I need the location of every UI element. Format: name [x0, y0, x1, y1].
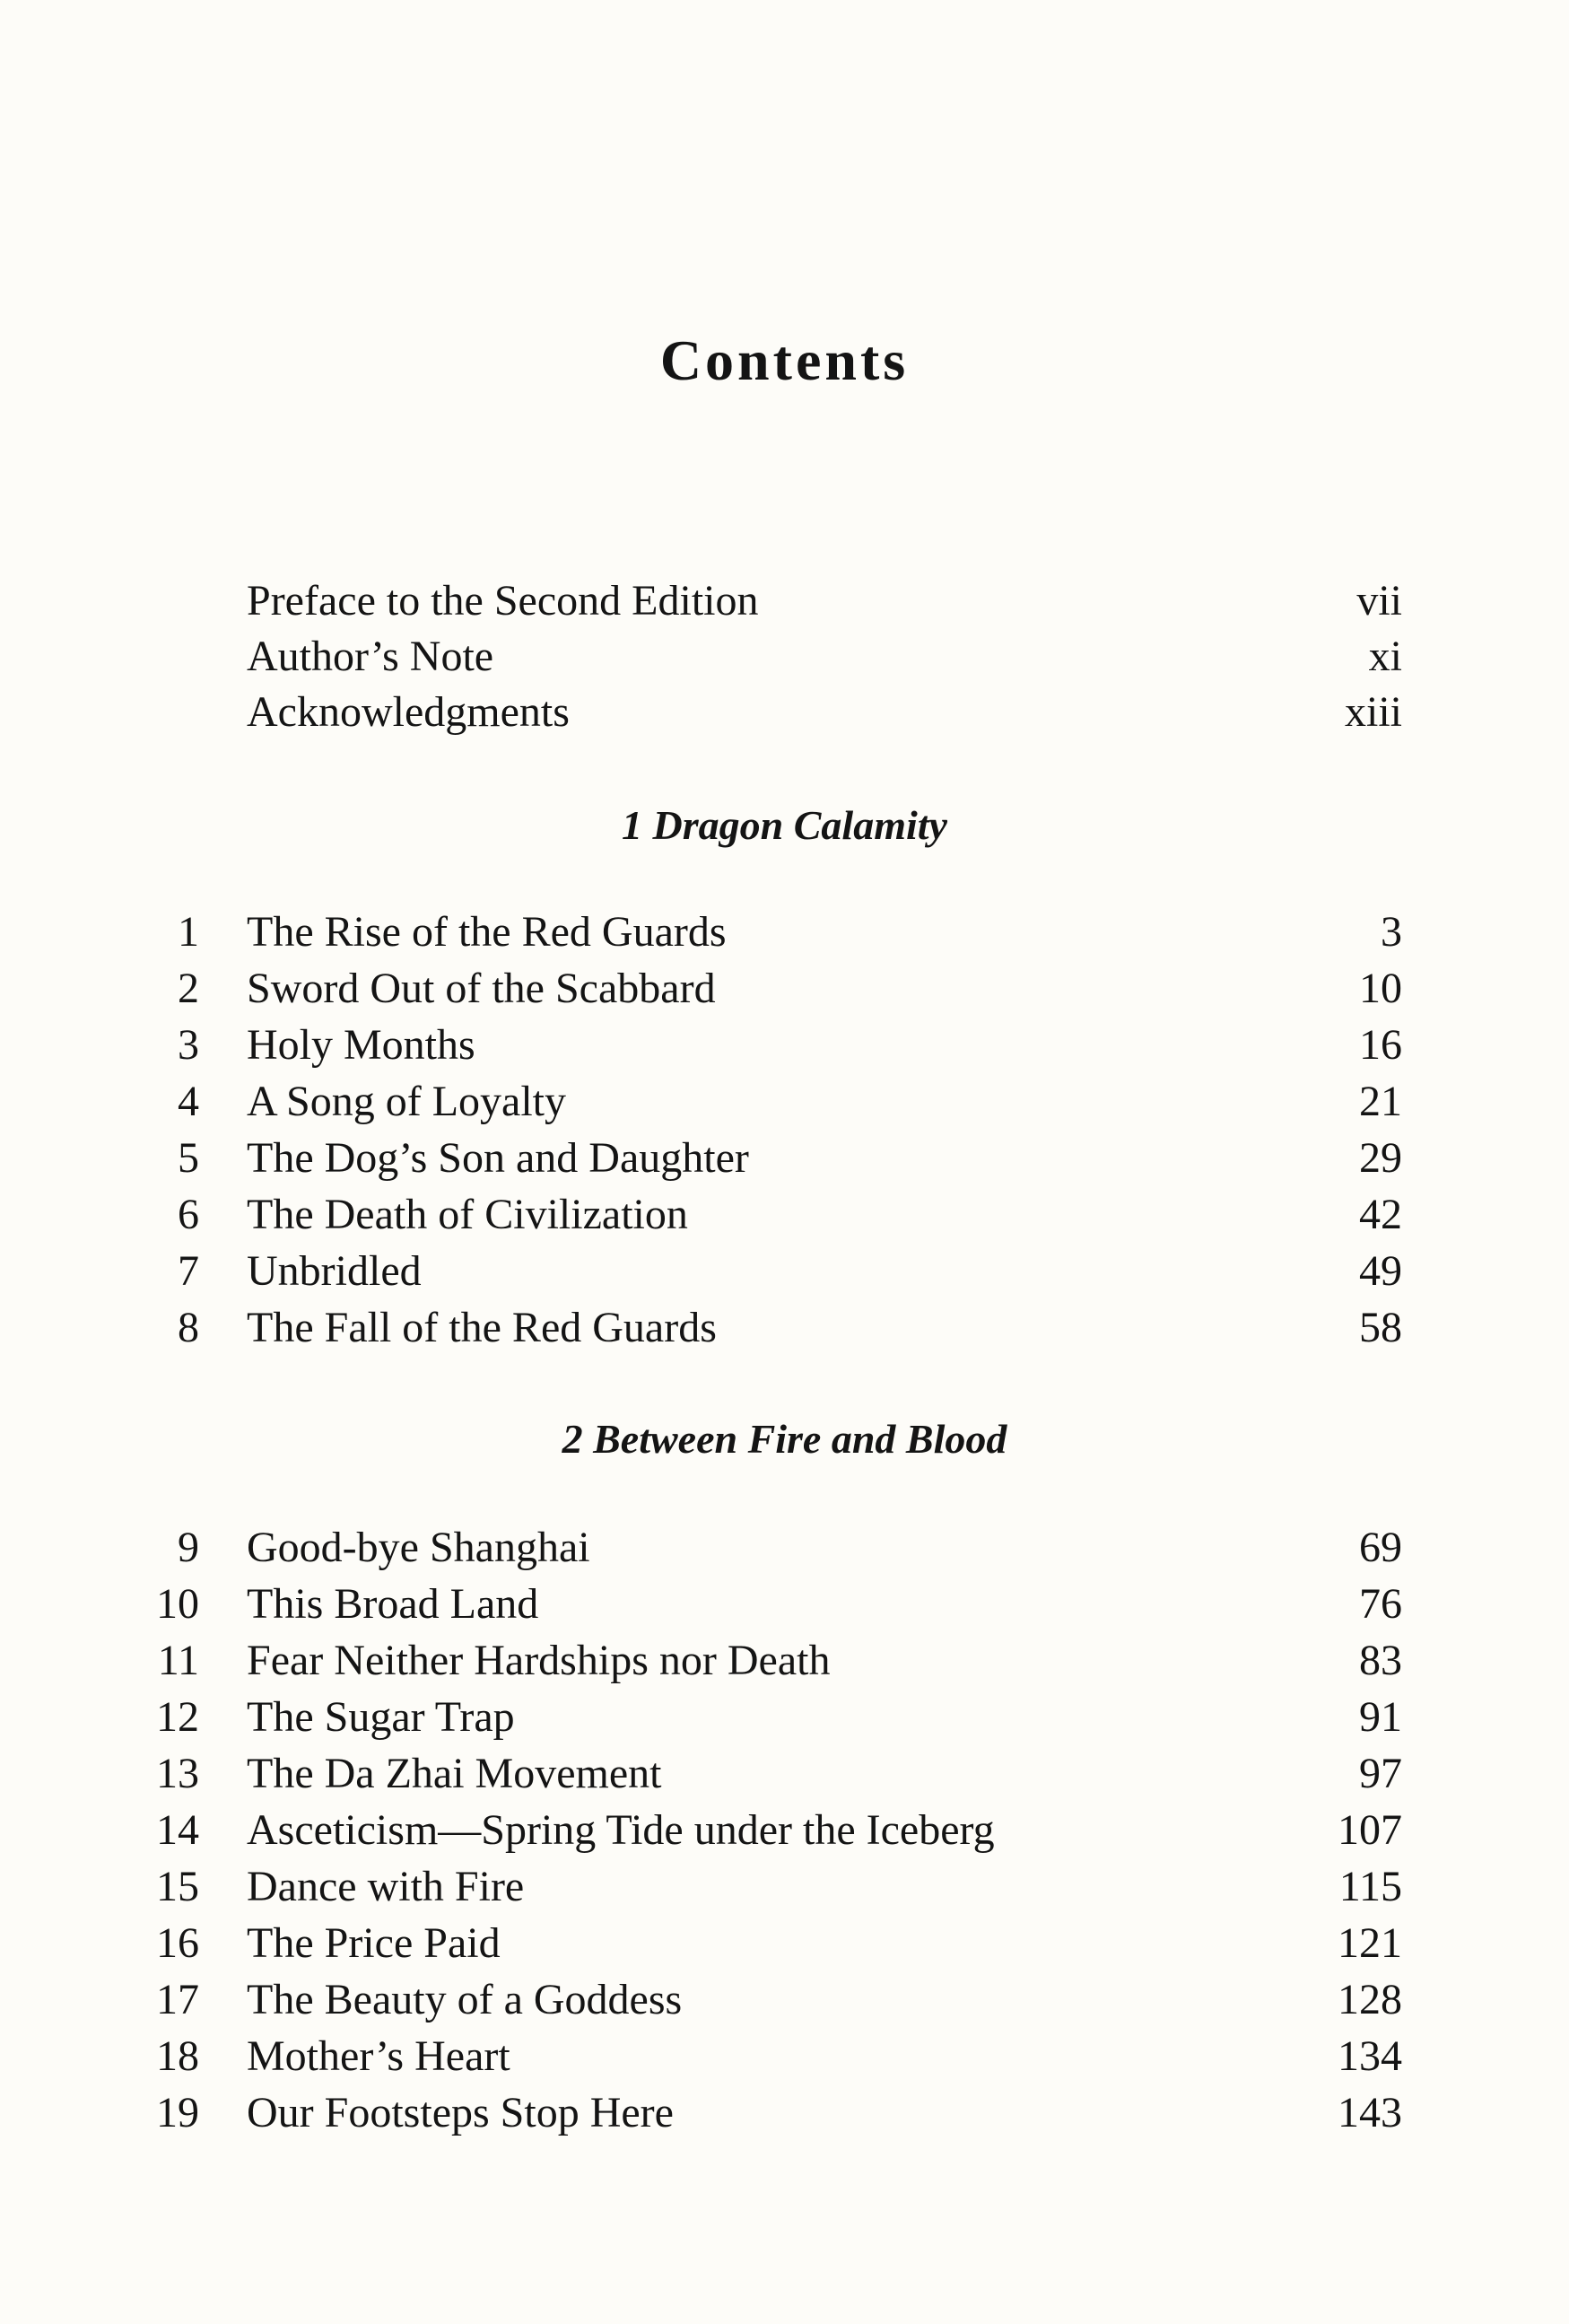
chapter-title: The Sugar Trap — [247, 1693, 515, 1741]
toc-chapter-4[interactable] — [0, 1073, 1569, 1131]
chapter-page: 143 — [1338, 2089, 1402, 2136]
chapter-number: 3 — [178, 1021, 199, 1069]
toc-chapter-2[interactable] — [0, 960, 1569, 1018]
toc-chapter-5[interactable] — [0, 1130, 1569, 1187]
chapter-page: 16 — [1359, 1021, 1402, 1069]
chapter-title: The Rise of the Red Guards — [247, 908, 727, 956]
chapter-page: 115 — [1338, 1863, 1402, 1910]
part-heading-2: 2 Between Fire and Blood — [562, 1416, 1007, 1462]
toc-chapter-11[interactable] — [0, 1632, 1569, 1690]
chapter-title: Holy Months — [247, 1021, 475, 1069]
chapter-number: 13 — [156, 1750, 199, 1797]
chapter-page: 83 — [1359, 1637, 1402, 1684]
chapter-page: 76 — [1359, 1580, 1402, 1628]
chapter-number: 7 — [178, 1247, 199, 1295]
toc-chapter-10[interactable] — [0, 1576, 1569, 1633]
chapter-title: Fear Neither Hardships nor Death — [247, 1637, 831, 1684]
chapter-number: 12 — [156, 1693, 199, 1741]
chapter-title: The Price Paid — [247, 1919, 501, 1967]
chapter-number: 5 — [178, 1134, 199, 1182]
toc-entry-authors-note[interactable] — [0, 628, 1569, 686]
part-heading-1: 1 Dragon Calamity — [622, 802, 947, 848]
toc-entry-acknowledgments[interactable] — [0, 684, 1569, 741]
chapter-number: 14 — [156, 1806, 199, 1854]
chapter-page: 91 — [1359, 1693, 1402, 1741]
chapter-number: 18 — [156, 2032, 199, 2080]
chapter-page: 42 — [1359, 1191, 1402, 1238]
chapter-number: 10 — [156, 1580, 199, 1628]
entry-title: Acknowledgments — [247, 688, 570, 736]
toc-chapter-19[interactable] — [0, 2084, 1569, 2142]
toc-chapter-6[interactable] — [0, 1186, 1569, 1244]
toc-entry-preface[interactable] — [0, 572, 1569, 630]
chapter-page: 58 — [1359, 1304, 1402, 1351]
chapter-page: 10 — [1359, 965, 1402, 1012]
chapter-title: Dance with Fire — [247, 1863, 525, 1910]
chapter-page: 121 — [1338, 1919, 1402, 1967]
page-title: Contents — [659, 328, 910, 392]
chapter-number: 15 — [156, 1863, 199, 1910]
chapter-number: 1 — [178, 908, 199, 956]
chapter-title: Mother’s Heart — [247, 2032, 510, 2080]
entry-page: xiii — [1344, 688, 1402, 736]
chapter-page: 49 — [1359, 1247, 1402, 1295]
chapter-number: 19 — [156, 2089, 199, 2136]
chapter-number: 9 — [178, 1524, 199, 1571]
chapter-title: Sword Out of the Scabbard — [247, 965, 716, 1012]
toc-chapter-13[interactable] — [0, 1745, 1569, 1803]
chapter-page: 134 — [1338, 2032, 1402, 2080]
chapter-title: The Fall of the Red Guards — [247, 1304, 717, 1351]
chapter-page: 29 — [1359, 1134, 1402, 1182]
chapter-title: Good-bye Shanghai — [247, 1524, 590, 1571]
toc-chapter-12[interactable] — [0, 1689, 1569, 1746]
chapter-title: The Beauty of a Goddess — [247, 1976, 683, 2023]
chapter-page: 21 — [1359, 1078, 1402, 1125]
chapter-page: 107 — [1338, 1806, 1402, 1854]
toc-chapter-8[interactable] — [0, 1299, 1569, 1357]
toc-chapter-17[interactable] — [0, 1971, 1569, 2029]
chapter-title: Our Footsteps Stop Here — [247, 2089, 674, 2136]
toc-chapter-18[interactable] — [0, 2028, 1569, 2085]
chapter-title: A Song of Loyalty — [247, 1078, 566, 1125]
chapter-number: 17 — [156, 1976, 199, 2023]
chapter-page: 128 — [1338, 1976, 1402, 2023]
entry-page: xi — [1368, 633, 1402, 680]
toc-chapter-16[interactable] — [0, 1915, 1569, 1972]
chapter-page: 69 — [1359, 1524, 1402, 1571]
chapter-number: 8 — [178, 1304, 199, 1351]
entry-page: vii — [1356, 577, 1402, 625]
chapter-title: The Death of Civilization — [247, 1191, 688, 1238]
entry-title: Preface to the Second Edition — [247, 577, 759, 625]
chapter-title: Unbridled — [247, 1247, 422, 1295]
toc-chapter-1[interactable] — [0, 904, 1569, 961]
chapter-number: 6 — [178, 1191, 199, 1238]
toc-chapter-14[interactable] — [0, 1802, 1569, 1859]
toc-chapter-3[interactable] — [0, 1017, 1569, 1074]
chapter-number: 16 — [156, 1919, 199, 1967]
chapter-title: The Dog’s Son and Daughter — [247, 1134, 749, 1182]
chapter-number: 11 — [157, 1637, 199, 1684]
toc-chapter-15[interactable] — [0, 1858, 1569, 1916]
chapter-title: Asceticism—Spring Tide under the Iceberg — [247, 1806, 995, 1854]
chapter-number: 4 — [178, 1078, 199, 1125]
toc-chapter-7[interactable] — [0, 1243, 1569, 1300]
chapter-title: The Da Zhai Movement — [247, 1750, 662, 1797]
chapter-number: 2 — [178, 965, 199, 1012]
chapter-page: 3 — [1381, 908, 1402, 956]
toc-chapter-9[interactable] — [0, 1519, 1569, 1577]
chapter-page: 97 — [1359, 1750, 1402, 1797]
entry-title: Author’s Note — [247, 633, 494, 680]
chapter-title: This Broad Land — [247, 1580, 539, 1628]
